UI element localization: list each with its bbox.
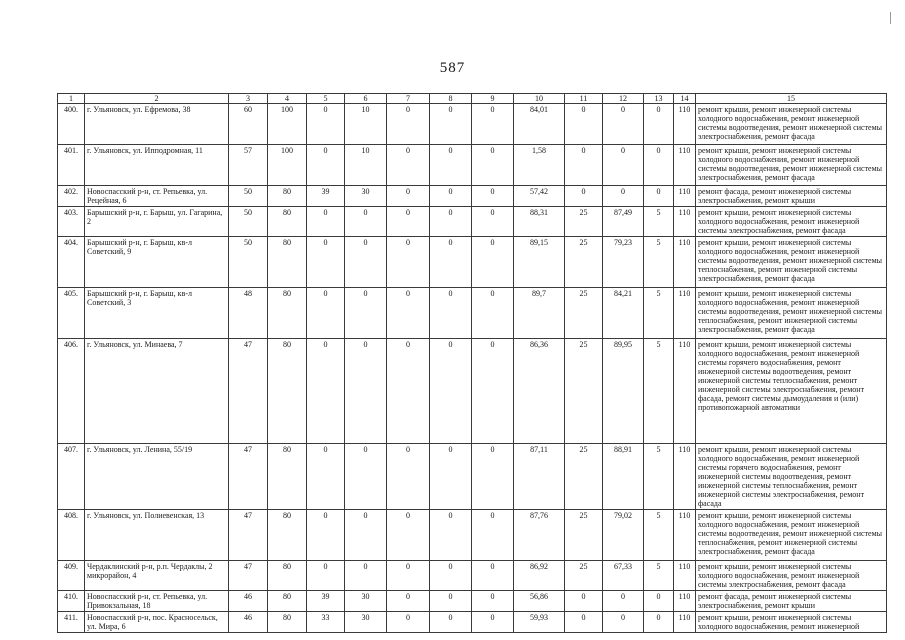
value-cell: 0 [387, 288, 430, 339]
value-cell: 84,01 [514, 104, 565, 145]
value-cell: 47 [229, 444, 268, 510]
value-cell: 80 [268, 510, 307, 561]
value-cell: 0 [430, 104, 472, 145]
value-cell: 33 [307, 612, 345, 633]
value-cell: 79,02 [603, 510, 644, 561]
value-cell: 47 [229, 561, 268, 591]
value-cell: 0 [644, 145, 674, 186]
value-cell: 0 [603, 104, 644, 145]
column-header: 8 [430, 94, 472, 104]
value-cell: 39 [307, 591, 345, 612]
value-cell: 0 [345, 237, 387, 288]
works-cell: ремонт крыши, ремонт инженерной системы холодного водоснабжения, ремонт инженерной системы водоотведения, ремонт инженерной системы теплоснабжения, ремонт инженерной системы электроснабжения, ремонт фасада [696, 510, 887, 561]
value-cell: 0 [472, 339, 514, 444]
value-cell: 86,36 [514, 339, 565, 444]
value-cell: 80 [268, 444, 307, 510]
value-cell: 80 [268, 186, 307, 207]
value-cell: 0 [387, 145, 430, 186]
value-cell: 25 [565, 339, 603, 444]
value-cell: 89,95 [603, 339, 644, 444]
value-cell: 0 [307, 237, 345, 288]
table-row [58, 186, 887, 207]
value-cell: 79,23 [603, 237, 644, 288]
value-cell: 0 [565, 591, 603, 612]
value-cell: 89,7 [514, 288, 565, 339]
value-cell: 110 [674, 288, 696, 339]
address-cell: Новоспасский р-н, ст. Репьевка, ул. Рецейная, 6 [85, 186, 229, 207]
table-row [58, 145, 887, 186]
value-cell: 110 [674, 145, 696, 186]
value-cell: 110 [674, 591, 696, 612]
value-cell: 0 [307, 339, 345, 444]
value-cell: 0 [387, 561, 430, 591]
value-cell: 10 [345, 104, 387, 145]
value-cell: 1,58 [514, 145, 565, 186]
value-cell: 0 [307, 288, 345, 339]
address-cell: Барышский р-н, г. Барыш, кв-л Советский, 3 [85, 288, 229, 339]
value-cell: 0 [307, 145, 345, 186]
works-cell: ремонт крыши, ремонт инженерной системы холодного водоснабжения, ремонт инженерной системы водоотведения, ремонт инженерной системы теплоснабжения, ремонт инженерной системы электроснабжения, ремонт фасада [696, 288, 887, 339]
value-cell: 100 [268, 145, 307, 186]
value-cell: 110 [674, 237, 696, 288]
column-header: 6 [345, 94, 387, 104]
row-number-cell: 401. [58, 145, 85, 186]
row-number-cell: 402. [58, 186, 85, 207]
value-cell: 0 [387, 186, 430, 207]
register-table [57, 93, 887, 633]
row-number-cell: 400. [58, 104, 85, 145]
page-number: 587 [439, 60, 466, 76]
value-cell: 5 [644, 237, 674, 288]
value-cell: 5 [644, 444, 674, 510]
value-cell: 88,31 [514, 207, 565, 237]
value-cell: 110 [674, 444, 696, 510]
value-cell: 0 [430, 444, 472, 510]
value-cell: 25 [565, 237, 603, 288]
value-cell: 30 [345, 612, 387, 633]
value-cell: 0 [644, 104, 674, 145]
address-cell: Новоспасский р-н, ст. Репьевка, ул. Привокзальная, 18 [85, 591, 229, 612]
value-cell: 110 [674, 207, 696, 237]
address-cell: Новоспасский р-н, пос. Красносельск, ул. Мира, 6 [85, 612, 229, 633]
value-cell: 5 [644, 510, 674, 561]
value-cell: 57 [229, 145, 268, 186]
value-cell: 0 [387, 207, 430, 237]
value-cell: 0 [430, 207, 472, 237]
table-row [58, 237, 887, 288]
value-cell: 39 [307, 186, 345, 207]
address-cell: Барышский р-н, г. Барыш, ул. Гагарина, 2 [85, 207, 229, 237]
value-cell: 67,33 [603, 561, 644, 591]
column-header: 14 [674, 94, 696, 104]
value-cell: 88,91 [603, 444, 644, 510]
column-header: 12 [603, 94, 644, 104]
value-cell: 0 [644, 186, 674, 207]
value-cell: 0 [430, 510, 472, 561]
value-cell: 0 [430, 561, 472, 591]
value-cell: 0 [472, 207, 514, 237]
value-cell: 0 [430, 591, 472, 612]
value-cell: 5 [644, 561, 674, 591]
address-cell: г. Ульяновск, ул. Полиевенская, 13 [85, 510, 229, 561]
value-cell: 60 [229, 104, 268, 145]
value-cell: 50 [229, 237, 268, 288]
value-cell: 80 [268, 561, 307, 591]
value-cell: 0 [644, 591, 674, 612]
value-cell: 25 [565, 510, 603, 561]
value-cell: 0 [307, 510, 345, 561]
value-cell: 0 [603, 612, 644, 633]
table-row [58, 510, 887, 561]
value-cell: 0 [345, 561, 387, 591]
table-row [58, 561, 887, 591]
column-header: 11 [565, 94, 603, 104]
value-cell: 80 [268, 237, 307, 288]
row-number-cell: 407. [58, 444, 85, 510]
column-header: 5 [307, 94, 345, 104]
value-cell: 110 [674, 104, 696, 145]
works-cell: ремонт крыши, ремонт инженерной системы холодного водоснабжения, ремонт инженерной системы водоотведения, ремонт инженерной системы электроснабжения, ремонт фасада [696, 145, 887, 186]
value-cell: 0 [387, 444, 430, 510]
value-cell: 48 [229, 288, 268, 339]
column-header: 9 [472, 94, 514, 104]
table-row [58, 288, 887, 339]
column-header: 1 [58, 94, 85, 104]
value-cell: 89,15 [514, 237, 565, 288]
value-cell: 25 [565, 288, 603, 339]
row-number-cell: 403. [58, 207, 85, 237]
row-number-cell: 405. [58, 288, 85, 339]
value-cell: 47 [229, 339, 268, 444]
table-row [58, 591, 887, 612]
row-number-cell: 409. [58, 561, 85, 591]
value-cell: 0 [430, 288, 472, 339]
value-cell: 46 [229, 612, 268, 633]
value-cell: 87,11 [514, 444, 565, 510]
value-cell: 10 [345, 145, 387, 186]
header-row [58, 94, 887, 104]
value-cell: 0 [644, 612, 674, 633]
value-cell: 0 [472, 561, 514, 591]
value-cell: 0 [345, 339, 387, 444]
value-cell: 0 [307, 444, 345, 510]
value-cell: 0 [603, 591, 644, 612]
value-cell: 30 [345, 186, 387, 207]
value-cell: 0 [307, 561, 345, 591]
column-header: 10 [514, 94, 565, 104]
address-cell: г. Ульяновск, ул. Ленина, 55/19 [85, 444, 229, 510]
value-cell: 0 [307, 104, 345, 145]
value-cell: 87,49 [603, 207, 644, 237]
value-cell: 25 [565, 207, 603, 237]
table-row [58, 444, 887, 510]
value-cell: 0 [565, 145, 603, 186]
value-cell: 100 [268, 104, 307, 145]
value-cell: 87,76 [514, 510, 565, 561]
table-row [58, 104, 887, 145]
column-header: 15 [696, 94, 887, 104]
value-cell: 56,86 [514, 591, 565, 612]
value-cell: 0 [307, 207, 345, 237]
value-cell: 50 [229, 207, 268, 237]
value-cell: 0 [430, 145, 472, 186]
value-cell: 0 [472, 186, 514, 207]
address-cell: г. Ульяновск, ул. Минаева, 7 [85, 339, 229, 444]
value-cell: 110 [674, 339, 696, 444]
value-cell: 0 [603, 145, 644, 186]
value-cell: 0 [387, 612, 430, 633]
address-cell: г. Ульяновск, ул. Ефремова, 38 [85, 104, 229, 145]
value-cell: 80 [268, 591, 307, 612]
value-cell: 25 [565, 561, 603, 591]
column-header: 2 [85, 94, 229, 104]
table-row [58, 612, 887, 633]
value-cell: 0 [430, 612, 472, 633]
table-row [58, 339, 887, 444]
column-header: 4 [268, 94, 307, 104]
value-cell: 0 [430, 186, 472, 207]
value-cell: 80 [268, 288, 307, 339]
row-number-cell: 410. [58, 591, 85, 612]
value-cell: 0 [430, 237, 472, 288]
column-header: 3 [229, 94, 268, 104]
value-cell: 0 [565, 186, 603, 207]
works-cell: ремонт крыши, ремонт инженерной системы холодного водоснабжения, ремонт инженерной системы горячего водоснабжения, ремонт инженерной системы водоотведения, ремонт инженерной системы теплоснабжения, ремонт инженерной системы электроснабжения, ремонт фасада, ремонт системы дымоудаления и (или) противопожарной автоматики [696, 339, 887, 444]
value-cell: 0 [387, 591, 430, 612]
value-cell: 0 [430, 339, 472, 444]
works-cell: ремонт крыши, ремонт инженерной системы холодного водоснабжения, ремонт инженерной системы электроснабжения, ремонт фасада [696, 207, 887, 237]
row-number-cell: 411. [58, 612, 85, 633]
value-cell: 0 [472, 145, 514, 186]
works-cell: ремонт фасада, ремонт инженерной системы электроснабжения, ремонт крыши [696, 186, 887, 207]
row-number-cell: 406. [58, 339, 85, 444]
works-cell: ремонт крыши, ремонт инженерной системы холодного водоснабжения, ремонт инженерной системы электроснабжения, ремонт фасада [696, 561, 887, 591]
address-cell: г. Ульяновск, ул. Ипподромная, 11 [85, 145, 229, 186]
value-cell: 86,92 [514, 561, 565, 591]
row-number-cell: 408. [58, 510, 85, 561]
row-number-cell: 404. [58, 237, 85, 288]
works-cell: ремонт фасада, ремонт инженерной системы электроснабжения, ремонт крыши [696, 591, 887, 612]
value-cell: 57,42 [514, 186, 565, 207]
value-cell: 0 [472, 288, 514, 339]
address-cell: Чердаклинский р-н, р.п. Чердаклы, 2 микрорайон, 4 [85, 561, 229, 591]
value-cell: 25 [565, 444, 603, 510]
column-header: 13 [644, 94, 674, 104]
works-cell: ремонт крыши, ремонт инженерной системы холодного водоснабжения, ремонт инженерной системы горячего водоснабжения, ремонт инженерной системы водоотведения, ремонт инженерной системы теплоснабжения, ремонт инженерной системы электроснабжения, ремонт фасада [696, 444, 887, 510]
value-cell: 0 [387, 510, 430, 561]
value-cell: 0 [472, 612, 514, 633]
value-cell: 110 [674, 561, 696, 591]
value-cell: 47 [229, 510, 268, 561]
works-cell: ремонт крыши, ремонт инженерной системы холодного водоснабжения, ремонт инженерной [696, 612, 887, 633]
value-cell: 0 [345, 510, 387, 561]
value-cell: 59,93 [514, 612, 565, 633]
value-cell: 0 [387, 339, 430, 444]
value-cell: 0 [472, 444, 514, 510]
value-cell: 0 [472, 591, 514, 612]
value-cell: 5 [644, 207, 674, 237]
value-cell: 0 [345, 444, 387, 510]
value-cell: 110 [674, 510, 696, 561]
value-cell: 46 [229, 591, 268, 612]
works-cell: ремонт крыши, ремонт инженерной системы холодного водоснабжения, ремонт инженерной системы водоотведения, ремонт инженерной системы электроснабжения, ремонт фасада [696, 104, 887, 145]
value-cell: 30 [345, 591, 387, 612]
value-cell: 80 [268, 339, 307, 444]
value-cell: 0 [387, 104, 430, 145]
margin-mark [890, 12, 891, 24]
value-cell: 0 [472, 104, 514, 145]
value-cell: 110 [674, 186, 696, 207]
value-cell: 0 [472, 510, 514, 561]
value-cell: 0 [565, 104, 603, 145]
value-cell: 80 [268, 612, 307, 633]
value-cell: 0 [345, 207, 387, 237]
address-cell: Барышский р-н, г. Барыш, кв-л Советский, 9 [85, 237, 229, 288]
works-cell: ремонт крыши, ремонт инженерной системы холодного водоснабжения, ремонт инженерной системы водоотведения, ремонт инженерной системы теплоснабжения, ремонт инженерной системы электроснабжения, ремонт фасада [696, 237, 887, 288]
value-cell: 5 [644, 339, 674, 444]
value-cell: 5 [644, 288, 674, 339]
value-cell: 0 [565, 612, 603, 633]
value-cell: 0 [603, 186, 644, 207]
value-cell: 84,21 [603, 288, 644, 339]
table-row [58, 207, 887, 237]
value-cell: 0 [345, 288, 387, 339]
value-cell: 80 [268, 207, 307, 237]
value-cell: 0 [472, 237, 514, 288]
value-cell: 110 [674, 612, 696, 633]
value-cell: 50 [229, 186, 268, 207]
value-cell: 0 [387, 237, 430, 288]
column-header: 7 [387, 94, 430, 104]
